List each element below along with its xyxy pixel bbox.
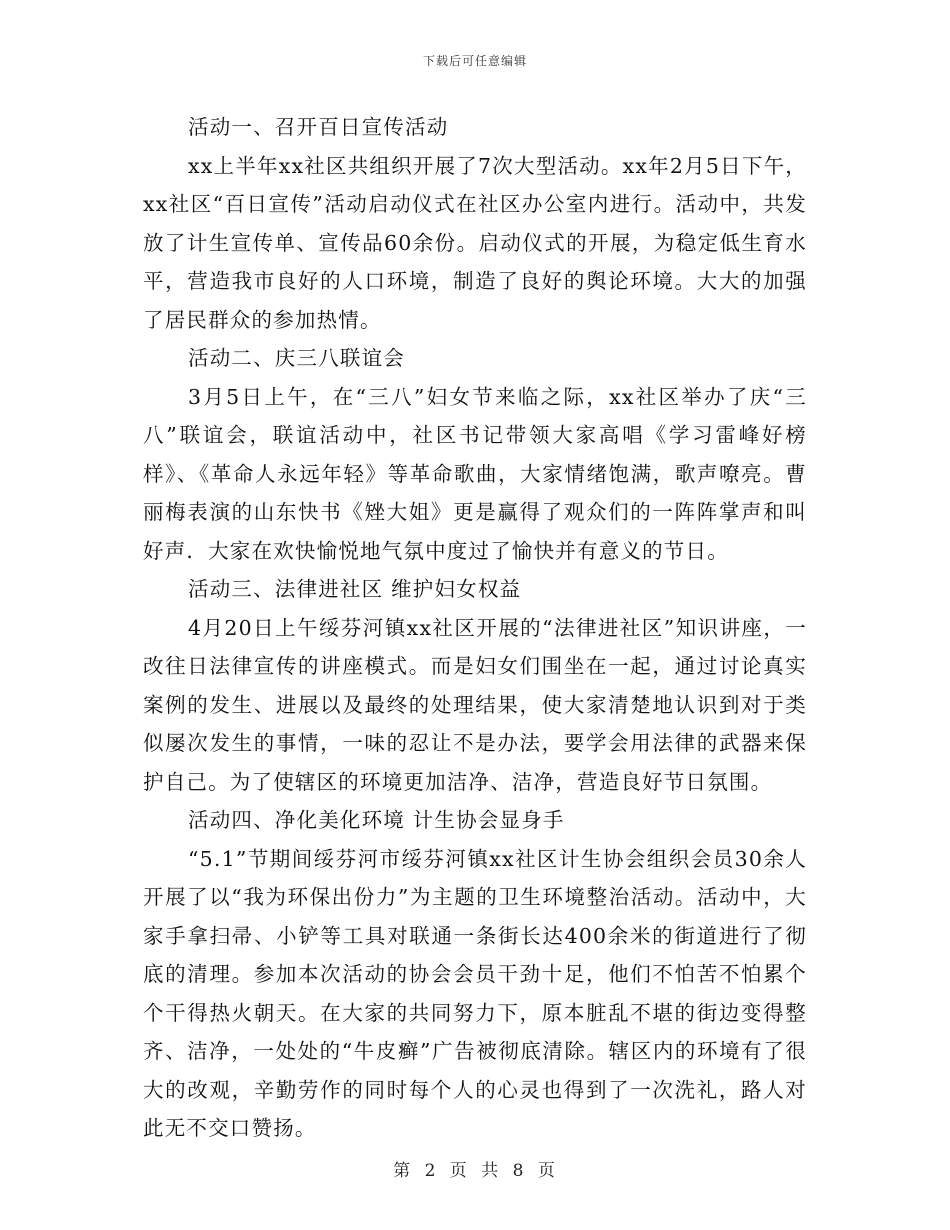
section-heading-4: 活动四、净化美化环境 计生协会显身手 — [188, 808, 565, 832]
section-heading-1: 活动一、召开百日宣传活动 — [188, 115, 449, 139]
paragraph-4: “5.1”节期间绥芬河市绥芬河镇xx社区计生协会组织会员30余人开展了以“我为环保出份力”为主题的卫生环境整治活动。活动中，大家手拿扫帚、小铲等工具对联通一条街长达400余米的街道进行了彻底的清理。参加本次活动的协会会员干劲十足，他们不怕苦不怕累个个干得热火朝天。在大家的共同努力下，原本脏乱不堪的街边变得整齐、洁净，一处处的“牛皮癣”广告被彻底清除。辖区内的环境有了很大的改观，辛勤劳作的同时每个人的心灵也得到了一次洗礼，路人对此无不交口赞扬。 — [143, 846, 807, 1140]
section-heading-3: 活动三、法律进社区 维护妇女权益 — [188, 577, 522, 601]
document-body — [143, 108, 807, 1148]
paragraph-1: xx上半年xx社区共组织开展了7次大型活动。xx年2月5日下午，xx社区“百日宣传”活动启动仪式在社区办公室内进行。活动中，共发放了计生宣传单、宣传品60余份。启动仪式的开展，为稳定低生育水平，营造我市良好的人口环境，制造了良好的舆论环境。大大的加强了居民群众的参加热情。 — [143, 153, 807, 332]
page-number-footer: 第 2 页 共 8 页 — [393, 1161, 557, 1181]
paragraph-3: 4月20日上午绥芬河镇xx社区开展的“法律进社区”知识讲座，一改往日法律宣传的讲座模式。而是妇女们围坐在一起，通过讨论真实案例的发生、进展以及最终的处理结果，使大家清楚地认识到对于类似屡次发生的事情，一味的忍让不是办法，要学会用法律的武器来保护自己。为了使辖区的环境更加洁净、洁净，营造良好节日氛围。 — [143, 615, 807, 794]
paragraph-2: 3月5日上午，在“三八”妇女节来临之际，xx社区举办了庆“三八”联谊会，联谊活动中，社区书记带领大家高唱《学习雷峰好榜样》、《革命人永远年轻》等革命歌曲，大家情绪饱满，歌声嘹亮。曹丽梅表演的山东快书《矬大姐》更是赢得了观众们的一阵阵掌声和叫好声．大家在欢快愉悦地气氛中度过了愉快并有意义的节日。 — [143, 384, 807, 563]
section-heading-2: 活动二、庆三八联谊会 — [188, 346, 405, 370]
header-note: 下载后可任意编辑 — [422, 54, 527, 68]
